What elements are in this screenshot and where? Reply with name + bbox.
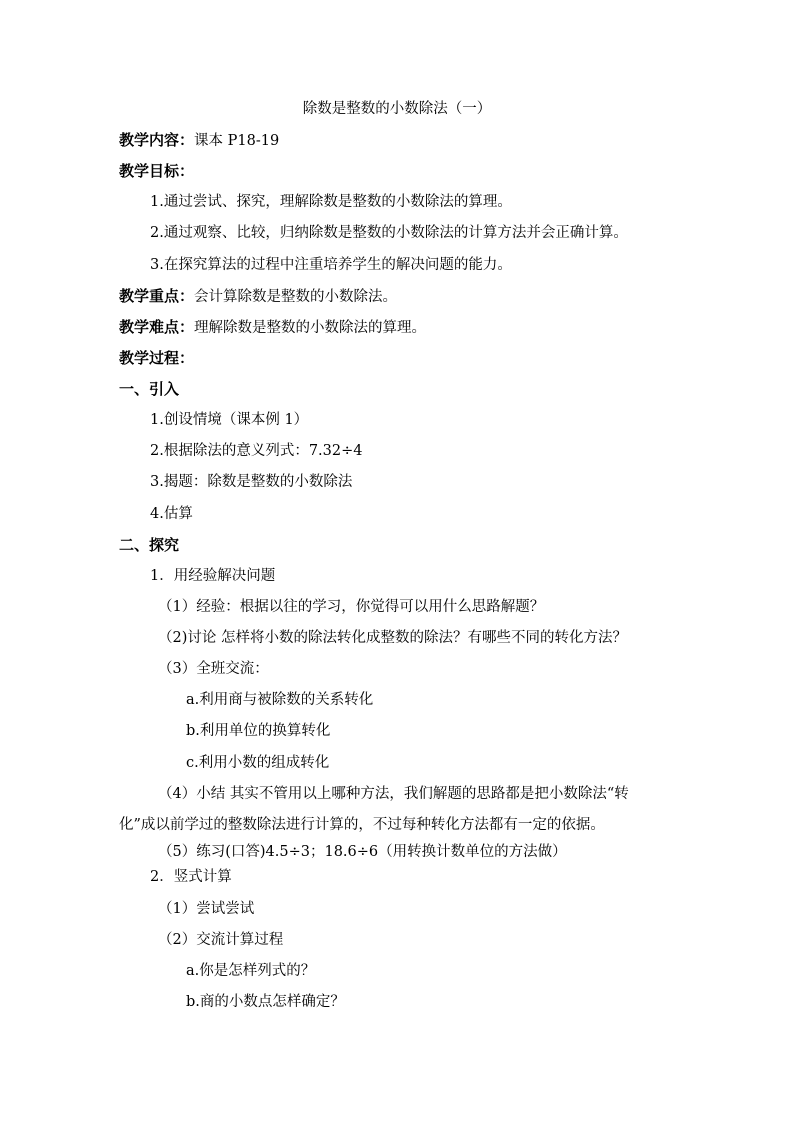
part1-practice: （5）练习(口答)4.5÷3；18.6÷6（用转换计数单位的方法做） (158, 844, 567, 860)
part1-heading: 1．用经验解决问题 (150, 568, 276, 584)
teaching-content (119, 130, 279, 151)
key-point (119, 286, 397, 307)
part1-sub-item: b.利用单位的换算转化 (186, 723, 331, 739)
part2-item: （1）尝试尝试 (158, 901, 255, 917)
teaching-content-label: 教学内容： (119, 131, 195, 149)
part1-sub-item: a.利用商与被除数的关系转化 (186, 692, 374, 708)
part2-item: （2）交流计算过程 (158, 932, 284, 948)
part2-sub-item: a.你是怎样列式的？ (186, 963, 316, 979)
part1-item: （1）经验：根据以往的学习，你觉得可以用什么思路解题？ (158, 599, 545, 615)
section1-item: 4.估算 (150, 506, 193, 522)
difficulty (119, 317, 426, 338)
part2-heading: 2．竖式计算 (150, 869, 232, 885)
part1-item: （3）全班交流： (158, 661, 269, 677)
process-label: 教学过程： (119, 349, 195, 367)
goal-item: 1.通过尝试、探究，理解除数是整数的小数除法的算理。 (150, 194, 512, 210)
part1-item: （2)讨论 怎样将小数的除法转化成整数的除法？有哪些不同的转化方法？ (158, 630, 627, 646)
goal-item: 2.通过观察、比较，归纳除数是整数的小数除法的计算方法并会正确计算。 (150, 225, 628, 241)
difficulty-text: 理解除数是整数的小数除法的算理。 (194, 320, 427, 336)
teaching-goals-label: 教学目标： (119, 162, 195, 180)
teaching-content-text: 课本 P18-19 (194, 133, 280, 149)
part1-summary-line1: （4）小结 其实不管用以上哪种方法，我们解题的思路都是把小数除法“转 (158, 786, 629, 802)
part2-sub-item: b.商的小数点怎样确定？ (186, 994, 345, 1010)
section1-item: 3.揭题：除数是整数的小数除法 (150, 474, 353, 490)
part1-sub-item: c.利用小数的组成转化 (186, 755, 330, 771)
document-title: 除数是整数的小数除法（一） (302, 101, 492, 117)
section1-heading: 一、引入 (119, 380, 180, 398)
part1-summary-line2: 化”成以前学过的整数除法进行计算的，不过每种转化方法都有一定的依据。 (119, 817, 605, 833)
goal-item: 3.在探究算法的过程中注重培养学生的解决问题的能力。 (150, 257, 512, 273)
difficulty-label: 教学难点： (119, 318, 195, 336)
key-point-label: 教学重点： (119, 287, 195, 305)
section1-item: 2.根据除法的意义列式：7.32÷4 (150, 443, 363, 459)
section2-heading: 二、探究 (119, 536, 180, 554)
section1-item: 1.创设情境（课本例 1） (150, 412, 309, 428)
key-point-text: 会计算除数是整数的小数除法。 (194, 289, 398, 305)
